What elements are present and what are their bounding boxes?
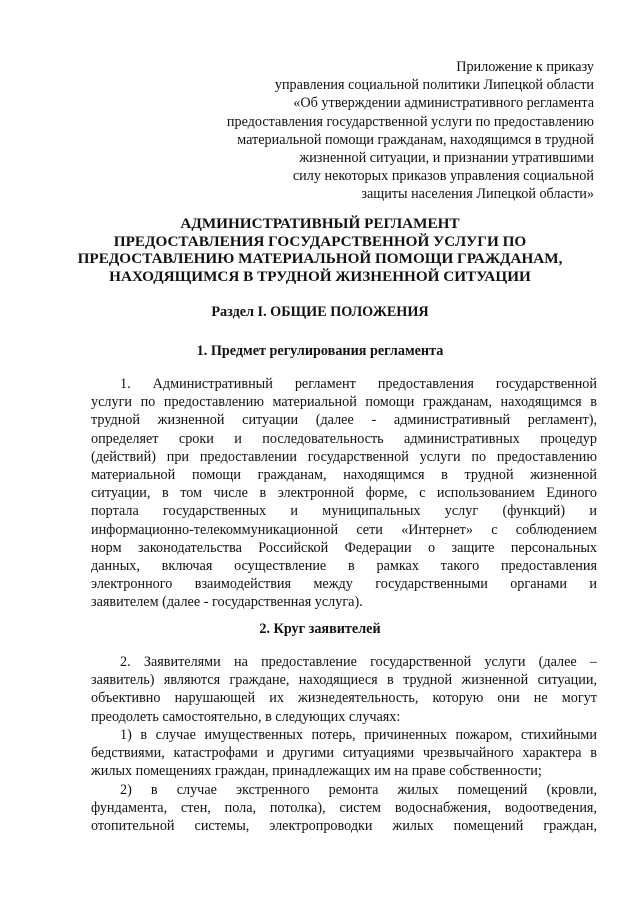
annex-line: Приложение к приказу <box>456 59 594 75</box>
paragraph-line: портала государственных и муниципальных услуг (функций) и <box>91 503 597 520</box>
paragraph-line: объективно нарушающей их жизнедеятельность, которую они не могут <box>91 690 597 707</box>
paragraph-line: 2) в случае экстренного ремонта жилых помещений (кровли, <box>120 782 597 798</box>
paragraph-line: определяет сроки и последовательность административных процедур <box>91 430 597 447</box>
annex-line: жизненной ситуации, и признании утратившими <box>299 150 594 167</box>
annex-line: «Об утверждении административного регламента <box>293 95 594 112</box>
title-line: АДМИНИСТРАТИВНЫЙ РЕГЛАМЕНТ <box>180 215 460 232</box>
paragraph-line: ситуации, в том числе в электронной форме, с использованием Единого <box>91 485 597 502</box>
document-title <box>0 215 640 285</box>
annex-line: защиты населения Липецкой области» <box>361 186 594 203</box>
paragraph-line: материальной помощи гражданам, находящимся в трудной жизненной <box>91 467 597 484</box>
paragraph-line: бедствиями, катастрофами и другими ситуациями чрезвычайного характера в <box>91 745 597 762</box>
annex-block <box>227 58 594 204</box>
paragraph-line: данных, включая осуществление в рамках такого предоставления <box>91 558 597 575</box>
subsection-heading-2: 2. Круг заявителей <box>259 621 381 637</box>
paragraph-line: заявитель) являются граждане, находящиеся в трудной жизненной ситуации, <box>91 672 597 689</box>
section-heading: Раздел I. ОБЩИЕ ПОЛОЖЕНИЯ <box>211 304 429 320</box>
paragraph-line: 1. Административный регламент предоставления государственной <box>120 376 597 392</box>
paragraph-2 <box>91 653 597 726</box>
paragraph-line: жилых помещениях граждан, принадлежащих им на праве собственности; <box>91 763 542 780</box>
title-line: ПРЕДОСТАВЛЕНИЯ ГОСУДАРСТВЕННОЙ УСЛУГИ ПО <box>113 232 527 250</box>
paragraph-line: услуги по предоставлению материальной помощи гражданам, находящимся в <box>91 394 597 411</box>
paragraph-line: электронного взаимодействия между государственными органами и <box>91 576 597 593</box>
paragraph-line: заявителем (далее - государственная услуга). <box>91 594 363 611</box>
paragraph-line: отопительной системы, электропроводки жилых помещений граждан, <box>91 818 597 835</box>
annex-line: предоставления государственной услуги по предоставлению <box>226 113 594 130</box>
list-item-2 <box>91 781 597 836</box>
paragraph-line: норм законодательства Российской Федерации о защите персональных <box>91 539 597 556</box>
annex-line: управления социальной политики Липецкой области <box>274 77 594 94</box>
paragraph-line: (действий) при предоставлении государственной услуги по предоставлению <box>91 448 597 465</box>
paragraph-line: информационно-телекоммуникационной сети «Интернет» с соблюдением <box>91 521 597 538</box>
paragraph-line: трудной жизненной ситуации (далее - административный регламент), <box>91 412 597 429</box>
paragraph-1 <box>91 375 597 612</box>
title-line: ПРЕДОСТАВЛЕНИЮ МАТЕРИАЛЬНОЙ ПОМОЩИ ГРАЖДАНАМ, <box>77 250 563 268</box>
title-line: НАХОДЯЩИМСЯ В ТРУДНОЙ ЖИЗНЕННОЙ СИТУАЦИИ <box>109 267 531 285</box>
paragraph-line: 1) в случае имущественных потерь, причиненных пожаром, стихийными <box>120 727 597 743</box>
annex-line: силу некоторых приказов управления социальной <box>292 168 594 185</box>
paragraph-line: преодолеть самостоятельно, в следующих случаях: <box>91 708 401 725</box>
paragraph-line: фундамента, стен, пола, потолка), систем водоснабжения, водоотведения, <box>91 800 597 817</box>
subsection-heading-1: 1. Предмет регулирования регламента <box>196 343 444 359</box>
list-item-1 <box>91 726 597 781</box>
paragraph-line: 2. Заявителями на предоставление государственной услуги (далее – <box>120 654 597 670</box>
annex-line: материальной помощи гражданам, находящимся в трудной <box>237 131 594 148</box>
